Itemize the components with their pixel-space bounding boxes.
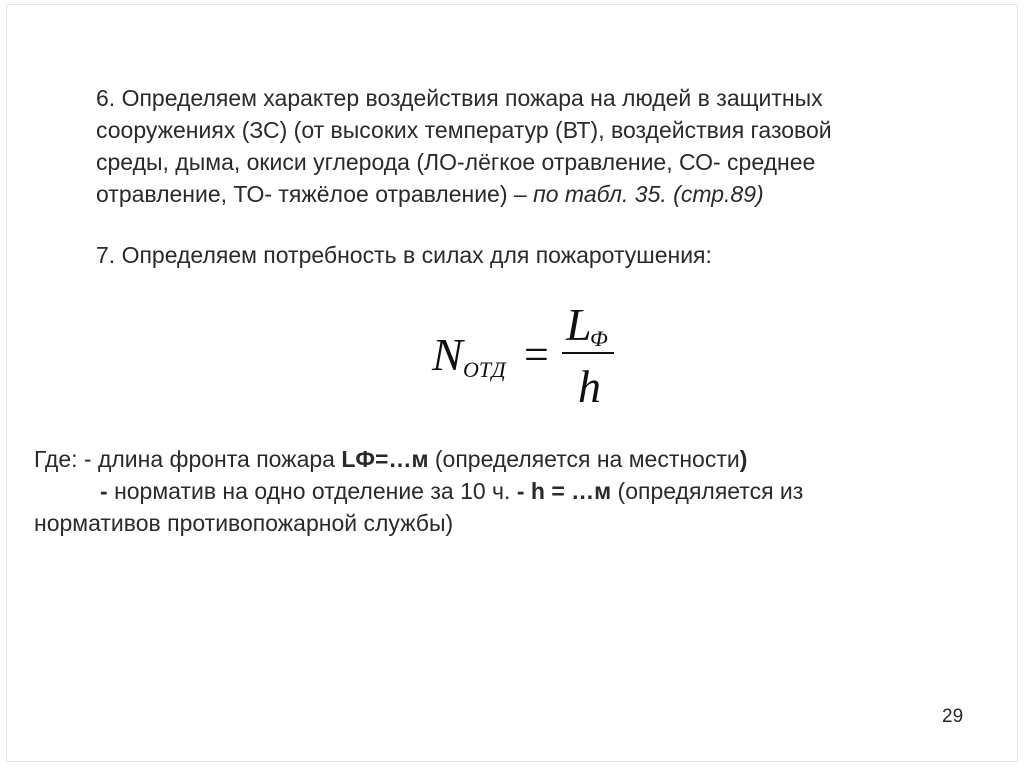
formula-lhs-subscript: ОТД bbox=[463, 357, 506, 382]
where-line1 bbox=[34, 443, 747, 475]
norm-value: - h = …м bbox=[516, 478, 612, 504]
where-line2-plain: норматив на одно отделение за 10 ч. bbox=[114, 478, 517, 504]
item6-line4 bbox=[96, 178, 764, 210]
where-line2-rest: (опредяляется из bbox=[611, 478, 804, 504]
page-number: 29 bbox=[942, 706, 964, 727]
where-line3: нормативов противопожарной службы) bbox=[34, 510, 454, 536]
item6-line2: сооружениях (ЗС) (от высоких температур (ВТ), воздействия газовой bbox=[96, 117, 832, 143]
where-line1-close: ) bbox=[739, 446, 748, 472]
where-line1-rest: (определяется на местности bbox=[428, 446, 740, 472]
item7-text: 7. Определяем потребность в силах для пожаротушения: bbox=[96, 242, 712, 268]
where-line2-dash: - bbox=[100, 478, 115, 504]
formula-numerator: L bbox=[566, 299, 592, 350]
item6-line1: 6. Определяем характер воздействия пожара на людей в защитных bbox=[96, 85, 823, 111]
formula-lhs: N bbox=[432, 329, 463, 380]
table-reference: по табл. 35. (стр.89) bbox=[533, 181, 764, 207]
formula-denominator: h bbox=[578, 361, 601, 412]
where-line2 bbox=[100, 475, 803, 507]
where-line1-plain: Где: - длина фронта пожара bbox=[34, 446, 342, 472]
item6-line4-plain: отравление, ТО- тяжёлое отравление) – bbox=[96, 181, 534, 207]
formula-numerator-subscript: Ф bbox=[590, 326, 608, 351]
item6-line3: среды, дыма, окиси углерода (ЛО-лёгкое отравление, СО- среднее bbox=[96, 149, 816, 175]
fraction-bar bbox=[562, 352, 614, 354]
formula-equals: = bbox=[524, 330, 549, 379]
front-length-value: LФ=…м bbox=[341, 446, 429, 472]
